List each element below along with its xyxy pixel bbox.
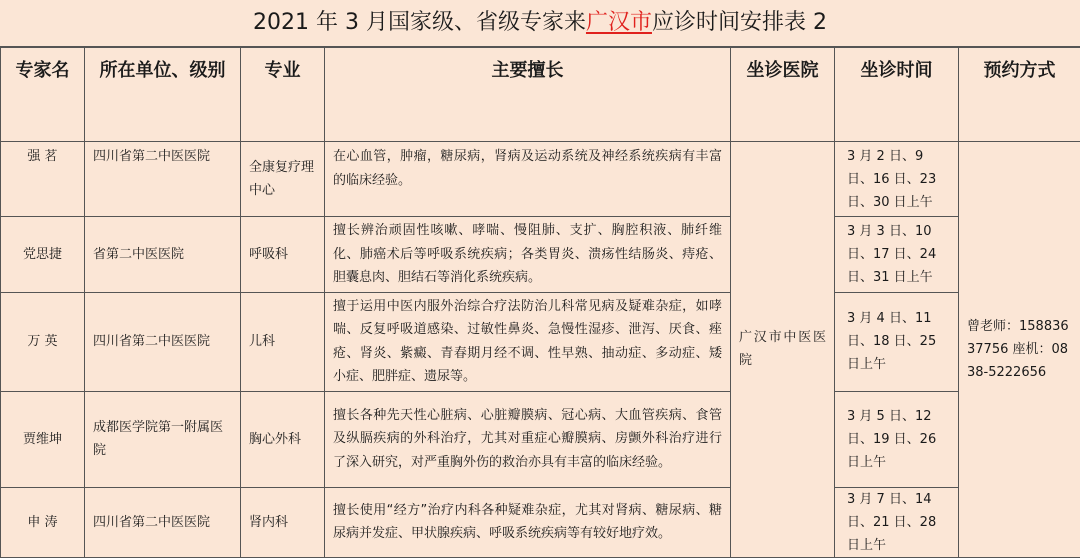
expert-unit: 成都医学院第一附属医院 <box>85 391 241 487</box>
header-name: 专家名 <box>1 48 85 142</box>
header-unit: 所在单位、级别 <box>85 48 241 142</box>
expert-name: 党思捷 <box>1 217 85 293</box>
expert-unit: 四川省第二中医医院 <box>85 487 241 557</box>
header-booking: 预约方式 <box>959 48 1080 142</box>
expert-dept: 胸心外科 <box>241 391 325 487</box>
expert-unit: 四川省第二中医医院 <box>85 292 241 391</box>
expert-dept: 肾内科 <box>241 487 325 557</box>
clinic-hospital: 广汉市中医医院 <box>731 142 835 558</box>
expert-skill: 擅长各种先天性心脏病、心脏瓣膜病、冠心病、大血管疾病、食管及纵膈疾病的外科治疗，尤其对重症心瓣膜病、房颤外科治疗进行了深入研究，对严重胸外伤的救治亦具有丰富的临床经验。 <box>325 391 731 487</box>
schedule-table <box>0 47 1080 558</box>
title-suffix: 应诊时间安排表 2 <box>652 10 827 35</box>
expert-name: 万 英 <box>1 292 85 391</box>
expert-skill: 擅长使用“经方”治疗内科各种疑难杂症，尤其对肾病、糖尿病、糖尿病并发症、甲状腺疾病、呼吸系统疾病等有较好地疗效。 <box>325 487 731 557</box>
clinic-time: 3 月 2 日、9 日、16 日、23 日、30 日上午 <box>835 142 959 217</box>
table-row <box>1 292 1080 391</box>
expert-skill: 擅于运用中医内服外治综合疗法防治儿科常见病及疑难杂症，如哮喘、反复呼吸道感染、过敏性鼻炎、急慢性湿疹、泄泻、厌食、痤疮、肾炎、紫癜、青春期月经不调、性早熟、抽动症、多动症、矮小症、肥胖症、遗尿等。 <box>325 292 731 391</box>
header-time: 坐诊时间 <box>835 48 959 142</box>
expert-unit: 四川省第二中医医院 <box>85 142 241 217</box>
expert-dept: 全康复疗理中心 <box>241 142 325 217</box>
clinic-time: 3 月 5 日、12 日、19 日、26 日上午 <box>835 391 959 487</box>
table-row <box>1 487 1080 557</box>
header-skill: 主要擅长 <box>325 48 731 142</box>
table-row <box>1 142 1080 217</box>
header-hospital: 坐诊医院 <box>731 48 835 142</box>
header-dept: 专业 <box>241 48 325 142</box>
clinic-time: 3 月 7 日、14 日、21 日、28 日上午 <box>835 487 959 557</box>
expert-name: 强 茗 <box>1 142 85 217</box>
clinic-time: 3 月 4 日、11 日、18 日、25 日上午 <box>835 292 959 391</box>
expert-unit: 省第二中医医院 <box>85 217 241 293</box>
expert-name: 申 涛 <box>1 487 85 557</box>
expert-dept: 呼吸科 <box>241 217 325 293</box>
title-prefix: 2021 年 3 月国家级、省级专家来 <box>253 10 586 35</box>
expert-skill: 在心血管，肿瘤，糖尿病，肾病及运动系统及神经系统疾病有丰富的临床经验。 <box>325 142 731 217</box>
clinic-time: 3 月 3 日、10 日、17 日、24 日、31 日上午 <box>835 217 959 293</box>
title-city: 广汉市 <box>586 10 652 35</box>
expert-dept: 儿科 <box>241 292 325 391</box>
header-row <box>1 48 1080 142</box>
expert-name: 贾维坤 <box>1 391 85 487</box>
table-row <box>1 217 1080 293</box>
expert-skill: 擅长辨治顽固性咳嗽、哮喘、慢阻肺、支扩、胸腔积液、肺纤维化、肺癌术后等呼吸系统疾病；各类胃炎、溃疡性结肠炎、痔疮、胆囊息肉、胆结石等消化系统疾病。 <box>325 217 731 293</box>
page-title <box>0 0 1080 47</box>
table-row <box>1 391 1080 487</box>
booking-contact: 曾老师：15883637756 座机：0838-5222656 <box>959 142 1080 558</box>
